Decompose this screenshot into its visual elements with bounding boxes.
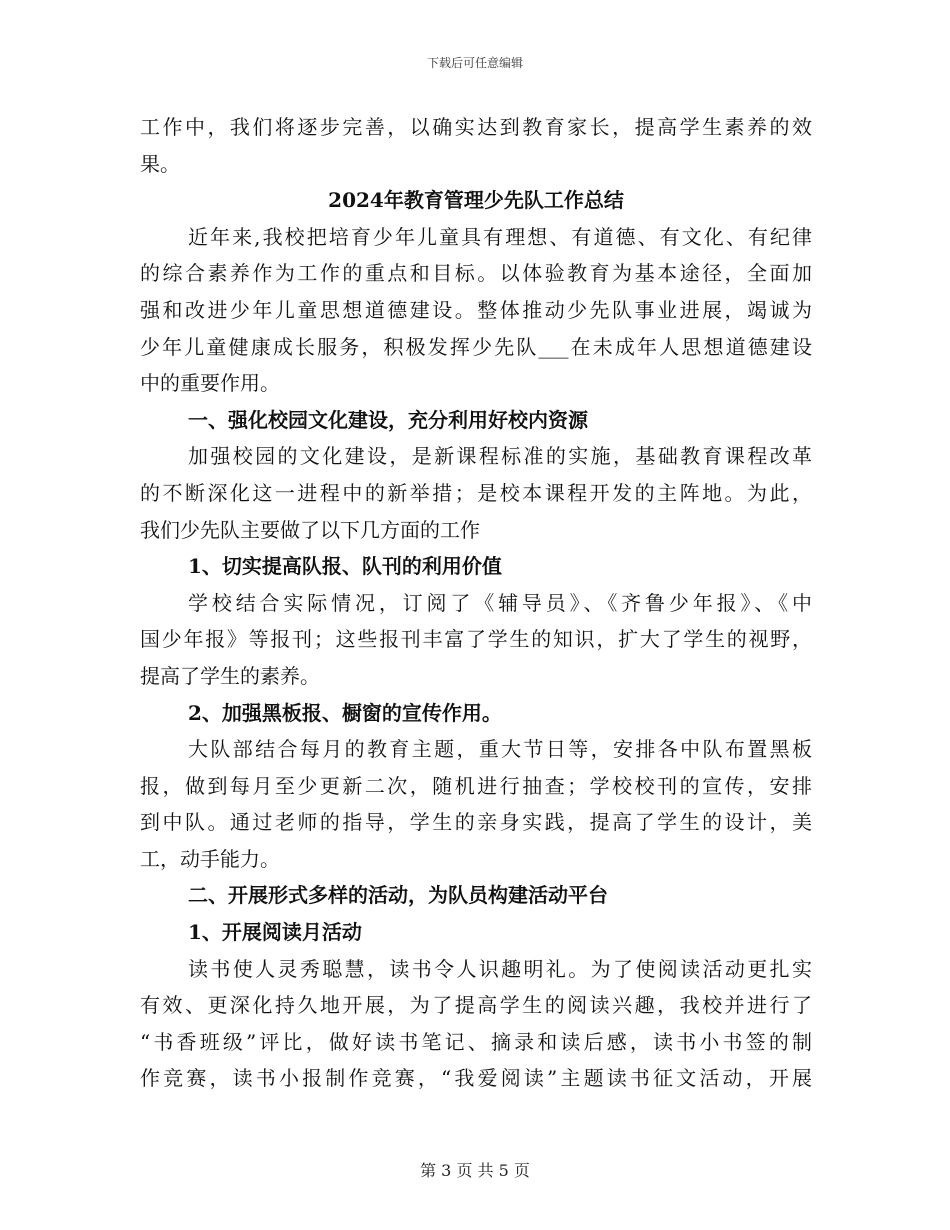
text-line: 作竞赛，读书小报制作竞赛，“我爱阅读”主题读书征文活动，开展 <box>140 1066 812 1091</box>
document-title: 2024年教育管理少先队工作总结 <box>328 188 624 213</box>
text-line: “书香班级”评比，做好读书笔记、摘录和读后感，读书小书签的制 <box>140 1029 812 1054</box>
text-line: 果。 <box>140 151 180 176</box>
page-footer: 第 3 页 共 5 页 <box>420 1161 530 1180</box>
section-heading: 二、开展形式多样的活动，为队员构建活动平台 <box>188 883 608 908</box>
section-heading: 1、切实提高队报、队刊的利用价值 <box>188 554 502 579</box>
text-line: 国少年报》等报刊；这些报刊丰富了学生的知识，扩大了学生的视野， <box>140 627 812 652</box>
text-line: 近年来,我校把培育少年儿童具有理想、有道德、有文化、有纪律 <box>188 224 812 249</box>
text-line: 读书使人灵秀聪慧，读书令人识趣明礼。为了使阅读活动更扎实 <box>188 956 812 981</box>
text-line: 强和改进少年儿童思想道德建设。整体推动少先队事业进展，竭诚为 <box>140 297 812 322</box>
text-line: 中的重要作用。 <box>140 371 280 396</box>
text-line: 的综合素养作为工作的重点和目标。以体验教育为基本途径，全面加 <box>140 261 812 286</box>
text-line: 报，做到每月至少更新二次，随机进行抽查；学校校刊的宣传，安排 <box>140 773 812 798</box>
text-line: 加强校园的文化建设，是新课程标准的实施，基础教育课程改革 <box>188 444 812 469</box>
document-body <box>140 109 812 1097</box>
text-line: 少年儿童健康成长服务，积极发挥少先队___在未成年人思想道德建设 <box>140 334 812 359</box>
text-line: 的不断深化这一进程中的新举措；是校本课程开发的主阵地。为此， <box>140 480 812 505</box>
text-line: 提高了学生的素养。 <box>140 663 320 688</box>
text-line: 我们少先队主要做了以下几方面的工作 <box>140 517 480 542</box>
text-line: 有效、更深化持久地开展，为了提高学生的阅读兴趣，我校并进行了 <box>140 993 812 1018</box>
text-line: 到中队。通过老师的指导，学生的亲身实践，提高了学生的设计，美 <box>140 810 812 835</box>
text-line: 大队部结合每月的教育主题，重大节日等，安排各中队布置黑板 <box>188 737 812 762</box>
page-header: 下载后可任意编辑 <box>426 56 523 70</box>
section-heading: 一、强化校园文化建设，充分利用好校内资源 <box>188 407 588 432</box>
text-line: 工作中，我们将逐步完善，以确实达到教育家长，提高学生素养的效 <box>140 115 812 139</box>
text-line: 工，动手能力。 <box>140 846 280 871</box>
section-heading: 2、加强黑板报、橱窗的宣传作用。 <box>188 700 502 725</box>
section-heading: 1、开展阅读月活动 <box>188 920 362 945</box>
text-line: 学校结合实际情况，订阅了《辅导员》、《齐鲁少年报》、《中 <box>188 590 812 615</box>
